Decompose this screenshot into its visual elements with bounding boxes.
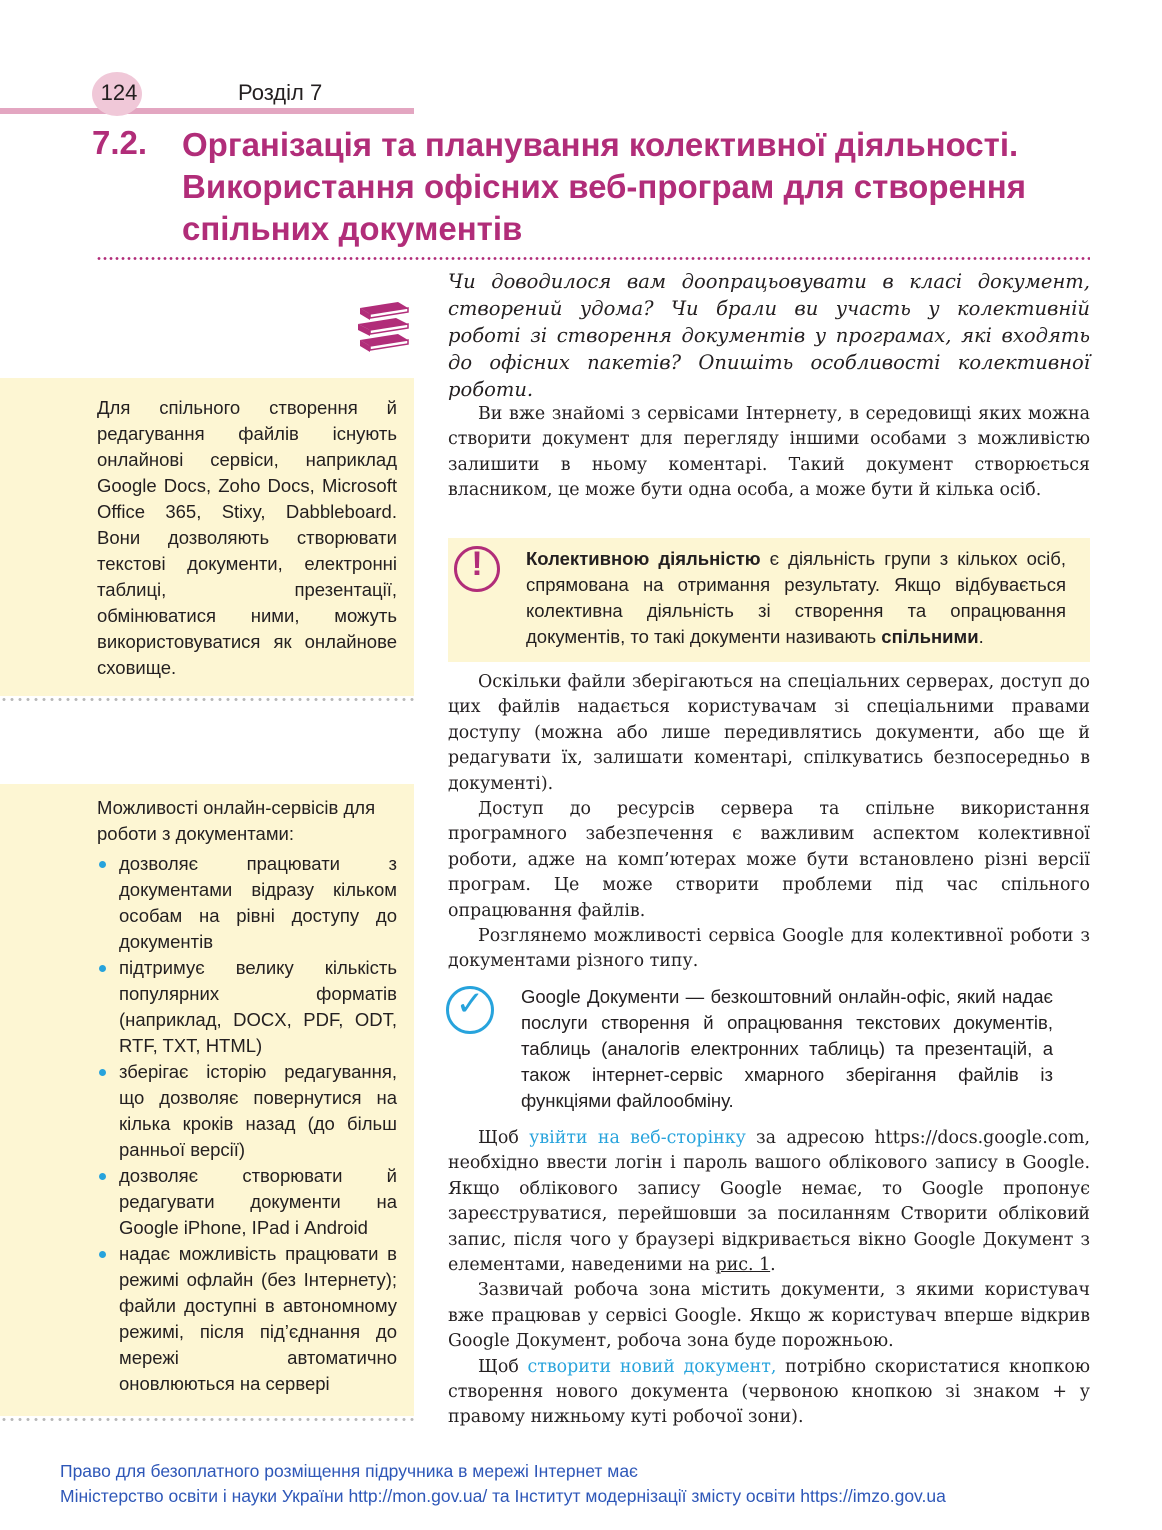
sidebar-1-text: Для спільного створення й редагування файлів існують онлайнові сервіси, наприклад Google Docs, Zoho Docs, Microsoft Office 365, Stixy, Dabbleboard. Вони дозволяють створювати текстові документи, електронні таблиці, презентації, обмінюватися ними, можуть використовуватися як онлайнове сховище. xyxy=(97,397,397,678)
sidebar-divider-1 xyxy=(0,698,414,701)
footer-line-2: Міністерство освіти і науки України http://mon.gov.ua/ та Інститут модернізації змісту освіти https://imzo.gov.ua xyxy=(60,1486,946,1506)
sidebar-2-heading: Можливості онлайн-сервісів для роботи з документами: xyxy=(97,797,376,844)
text: Щоб xyxy=(478,1356,528,1377)
list-item: дозволяє працювати з документами відразу кільком особам на рівні доступу до документів xyxy=(97,851,397,955)
list-item: підтримує велику кількість популярних форматів (наприклад, DOCX, PDF, ODT, RTF, TXT, HTML) xyxy=(97,955,397,1059)
list-item: дозволяє створювати й редагувати документи на Google iPhone, IPad і Android xyxy=(97,1163,397,1241)
text: за адресою https://docs.google.com, необхідно ввести логін і пароль вашого облікового запису в Google. Якщо облікового запису Google немає, то Google пропонує зареєструватися, перейшовши за посиланням Створити обліковий запис, після чого у браузері відкривається вікно Google Документ з елементами, наведеними на xyxy=(448,1128,1090,1276)
title-divider xyxy=(96,257,1090,260)
exclamation-mark: ! xyxy=(471,545,483,583)
sidebar-divider-2 xyxy=(0,1418,414,1421)
section-label: Розділ 7 xyxy=(238,80,323,105)
main-paragraphs-2-4 xyxy=(448,670,1090,975)
page-number: 124 xyxy=(100,80,138,105)
section-number: 7.2. xyxy=(92,124,148,161)
header-rule xyxy=(0,108,414,114)
text: Щоб xyxy=(478,1128,530,1148)
features-list xyxy=(97,851,397,1397)
text: потрібно скористатися кнопкою створення нового документа (червоною кнопкою зі знаком + у правому нижньому куті робочої зони). xyxy=(448,1356,1091,1428)
definition-text xyxy=(526,546,1066,650)
footer-line-1: Право для безоплатного розміщення підручника в мережі Інтернет має xyxy=(60,1461,638,1481)
paragraph: Доступ до ресурсів сервера та спільне використання програмного забезпечення є важливим аспектом колективної роботи, адже на комп’ютерах може бути встановлено різні версії програм. Це може створити проблеми під час спільного опрацювання файлів. xyxy=(448,799,1090,921)
list-item: надає можливість працювати в режимі офлайн (без Інтернету); файли доступні в автономному режимі, після під’єднання до мережі автоматично оновлюються на сервері xyxy=(97,1241,397,1397)
figure-reference[interactable]: рис. 1 xyxy=(715,1255,771,1276)
main-paragraph-1 xyxy=(448,402,1090,504)
paragraph: Зазвичай робоча зона містить документи, з якими користувач вже працював у сервісі Google. Якщо ж користувач вперше відкрив Google Документ, робоча зона буде порожньою. xyxy=(448,1280,1090,1352)
definition-end: . xyxy=(978,626,984,647)
definition-term-2: спільними xyxy=(881,626,979,647)
page-title: Організація та планування колективної діяльності. Використання офісних веб-програм для створення спільних документів xyxy=(182,126,1026,247)
paragraph: Розглянемо можливості сервіса Google для колективної роботи з документами різного типу. xyxy=(448,926,1090,972)
create-document-link[interactable]: створити новий документ, xyxy=(527,1356,777,1377)
paragraph xyxy=(448,1126,1090,1278)
checkmark: ✓ xyxy=(455,984,485,1024)
paragraph: Оскільки файли зберігаються на спеціальних серверах, доступ до цих файлів надається користувачам зі спеціальними правами доступу (можна або лише передивлятись документи, або ще й редагувати їх, залишати коментарі, спілкуватись безпосередньо в документі). xyxy=(448,672,1090,794)
main-paragraphs-5-7 xyxy=(448,1126,1090,1431)
text: . xyxy=(770,1255,776,1276)
definition-body: є діяльність групи з кількох осіб, спрямована на отримання результату. Якщо відбувається колективна діяльність зі створення та опрацювання документів, то такі документи називають xyxy=(526,548,1067,647)
paragraph: Ви вже знайомі з сервісами Інтернету, в середовищі яких можна створити документ для перегляду іншими особами з можливістю залишити в ньому коментарі. Такий документ створюється власником, це може бути одна особа, а може бути й кілька осіб. xyxy=(448,404,1090,501)
books-icon xyxy=(354,298,412,356)
list-item: зберігає історію редагування, що дозволяє повернутися на кілька кроків назад (до більш ранньої версії) xyxy=(97,1059,397,1163)
check-note: Google Документи — безкоштовний онлайн-офіс, який надає послуги створення й опрацювання текстових документів, таблиць (аналогів електронних таблиць) та презентацій, а також інтернет-сервіс хмарного зберігання файлів із функціями файлообміну. xyxy=(521,986,1053,1111)
sidebar-2 xyxy=(97,795,397,1397)
login-link[interactable]: увійти на веб-сторінку xyxy=(529,1128,746,1148)
paragraph xyxy=(448,1355,1090,1431)
definition-term: Колективною діяльністю xyxy=(526,548,761,569)
intro-question: Чи доводилося вам доопрацьовувати в класі документ, створений удома? Чи брали ви участь у колективній роботі зі створення документів у програмах, які входять до офісних пакетів? Опишіть особливості колективної роботи. xyxy=(448,270,1090,401)
